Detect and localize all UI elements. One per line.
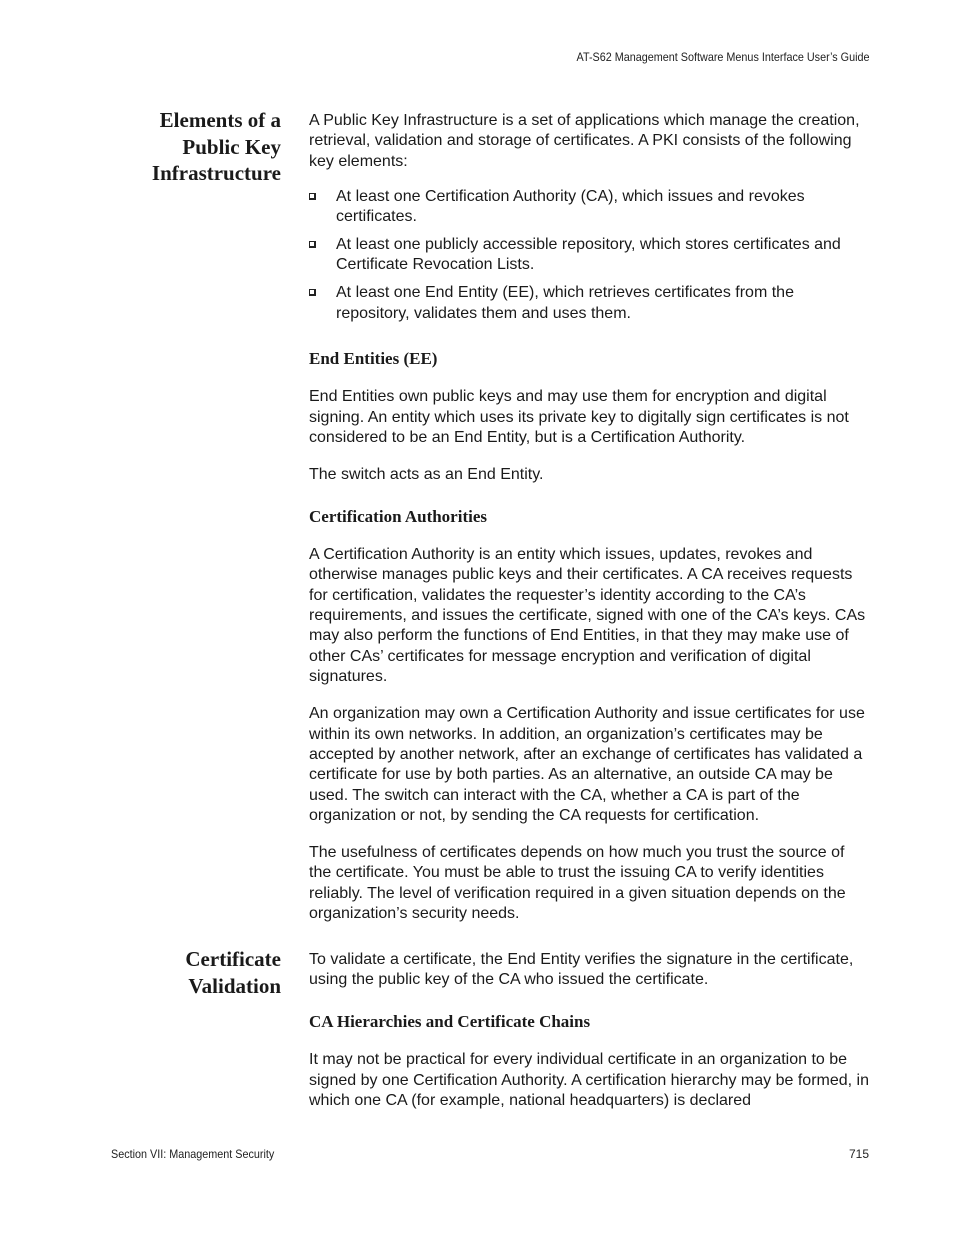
list-item-text: At least one publicly accessible repository, which stores certificates and Certificate Revocation Lists.	[336, 236, 841, 274]
section-heading-certificate-validation	[100, 946, 281, 999]
checkbox-bullet-icon	[309, 241, 316, 248]
ca-paragraph-3: The usefulness of certificates depends on how much you trust the source of the certificate. You must be able to trust the issuing CA to verify identities reliably. The level of verification required in a given situation depends on the organization’s security needs.	[309, 844, 846, 923]
heading-line: Validation	[188, 973, 281, 998]
ca-paragraph-1: A Certification Authority is an entity which issues, updates, revokes and otherwise manages public keys and their certificates. A CA receives requests for certification, validates the requester’s identity according to the CA’s requirements, and issues the certificate, signed with one of the CA’s keys. CAs may also perform the functions of End Entities, in that they may make use of other CAs’ certificates for message encryption and verification of digital signatures.	[309, 545, 866, 686]
list-item-text: At least one End Entity (EE), which retrieves certificates from the repository, validates them and uses them.	[336, 284, 794, 322]
checkbox-bullet-icon	[309, 289, 316, 296]
validation-body	[309, 950, 869, 1128]
end-entities-paragraph: End Entities own public keys and may use them for encryption and digital signing. An entity which uses its private key to digitally sign certificates is not considered to be an End Entity, but is a Certification Authority.	[309, 388, 849, 446]
heading-line: Elements of a	[159, 108, 281, 132]
heading-line: Public Key	[182, 134, 281, 159]
subheading-ca-hierarchies: CA Hierarchies and Certificate Chains	[309, 1012, 591, 1032]
list-item-text: At least one Certification Authority (CA), which issues and revokes certificates.	[336, 187, 805, 226]
page-number: 715	[848, 1147, 869, 1161]
checkbox-bullet-icon	[309, 193, 316, 200]
section-heading-pki	[100, 107, 281, 187]
list-item	[309, 235, 869, 276]
footer-section-title: Section VII: Management Security	[111, 1147, 275, 1161]
running-header-title: AT-S62 Management Software Menus Interface User’s Guide	[576, 50, 869, 64]
switch-role-paragraph: The switch acts as an End Entity.	[309, 465, 544, 483]
heading-line: Certificate	[185, 947, 281, 971]
heading-line: Infrastructure	[151, 161, 281, 185]
pki-body	[309, 111, 869, 941]
pki-elements-list	[309, 187, 869, 324]
list-item	[309, 283, 869, 324]
ca-paragraph-2: An organization may own a Certification Authority and issue certificates for use within its own networks. In addition, an organization’s certificates may be accepted by another network, after an exchange of certificates has validated a certificate for use by both parties. As an alternative, an outside CA may be used. The switch can interact with the CA, whether a CA is part of the organization or not, by sending the CA requests for certification.	[309, 705, 865, 825]
pki-intro-paragraph: A Public Key Infrastructure is a set of applications which manage the creation, retrieval, validation and storage of certificates. A PKI consists of the following key elements:	[309, 112, 860, 170]
validation-paragraph: To validate a certificate, the End Entity verifies the signature in the certificate, using the public key of the CA who issued the certificate.	[309, 951, 854, 989]
list-item	[309, 187, 869, 228]
subheading-end-entities: End Entities (EE)	[309, 349, 438, 369]
subheading-certification-authorities: Certification Authorities	[309, 506, 487, 526]
ca-hierarchy-paragraph: It may not be practical for every individual certificate in an organization to be signed by one Certification Authority. A certification hierarchy may be formed, in which one CA (for example, national headquarters) is declared	[309, 1051, 869, 1110]
